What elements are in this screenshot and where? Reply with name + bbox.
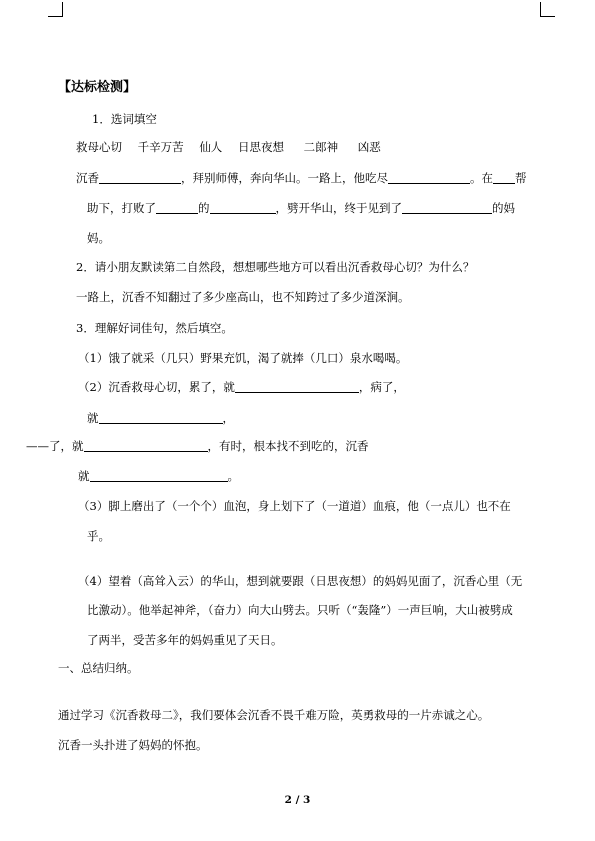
fill-blank[interactable] (84, 439, 208, 452)
q3-item-4-line-2: 比激动）。他举起神斧，（奋力）向大山劈去。只听（“轰隆”）一声巨响，大山被劈成 (87, 603, 513, 617)
section-title: 【达标检测】 (58, 80, 137, 95)
q1-sentence-line-1: 沉香 ，拜别师傅，奔向华山。一路上，他吃尽 。在 帮 (76, 171, 527, 185)
q1-sentence-line-2: 助下，打败了 的 ，劈开华山，终于见到了 的妈 (87, 201, 515, 215)
crop-mark-top-left (48, 2, 63, 17)
word-6: 凶恶 (357, 140, 381, 154)
q1-title: 1．选词填空 (92, 112, 157, 126)
fill-blank[interactable] (235, 380, 359, 393)
fill-blank[interactable] (99, 411, 223, 424)
q3-item-4-line-3: 了两半，受苦多年的妈妈重见了天日。 (87, 633, 283, 647)
q3-title: 3．理解好词佳句，然后填空。 (76, 321, 233, 335)
summary-title: 一、总结归纳。 (58, 661, 139, 675)
q3-item-2-line-3: ——了，就 ，有时，根本找不到吃的，沉香 (26, 439, 369, 453)
word-3: 仙人 (199, 140, 223, 154)
page-number: 2 / 3 (284, 794, 311, 806)
q2-title: 2．请小朋友默读第二自然段，想想哪些地方可以看出沉香救母心切？为什么？ (76, 260, 475, 274)
q3-item-2-line-1: （2）沉香救母心切，累了，就 ，病了， (78, 380, 405, 394)
fill-blank[interactable] (402, 201, 492, 214)
q3-item-2-line-2: 就 ， (87, 411, 234, 425)
fill-blank[interactable] (90, 469, 228, 482)
q1-word-bank (76, 139, 381, 155)
word-1: 救母心切 (76, 140, 122, 154)
q3-item-1: （1）饿了就采（几只）野果充饥，渴了就捧（几口）泉水喝喝。 (78, 351, 408, 365)
q3-item-4-line-1: （4）望着（高耸入云）的华山，想到就要跟（日思夜想）的妈妈见面了，沉香心里（无 (78, 574, 523, 588)
q2-answer: 一路上，沉香不知翻过了多少座高山，也不知跨过了多少道深涧。 (76, 290, 410, 304)
fill-blank[interactable] (99, 171, 181, 184)
fill-blank[interactable] (388, 171, 470, 184)
q3-item-2-line-4: 就 。 (78, 469, 239, 483)
fill-blank[interactable] (210, 201, 276, 214)
q1-sentence-line-3: 妈。 (87, 231, 110, 245)
crop-mark-top-right (540, 2, 555, 17)
word-5: 二郎神 (303, 140, 339, 154)
q3-item-3-line-1: （3）脚上磨出了（一个个）血泡，身上划下了（一道道）血痕，他（一点儿）也不在 (78, 499, 511, 513)
fill-blank[interactable] (493, 171, 515, 184)
fill-blank[interactable] (156, 201, 198, 214)
summary-paragraph-1: 通过学习《沉香救母二》，我们要体会沉香不畏千难万险，英勇救母的一片赤诚之心。 (58, 708, 490, 722)
q3-item-3-line-2: 乎。 (87, 529, 110, 543)
summary-paragraph-2: 沉香一头扑进了妈妈的怀抱。 (58, 738, 208, 752)
word-4: 日思夜想 (237, 140, 284, 154)
word-2: 千辛万苦 (137, 140, 184, 154)
